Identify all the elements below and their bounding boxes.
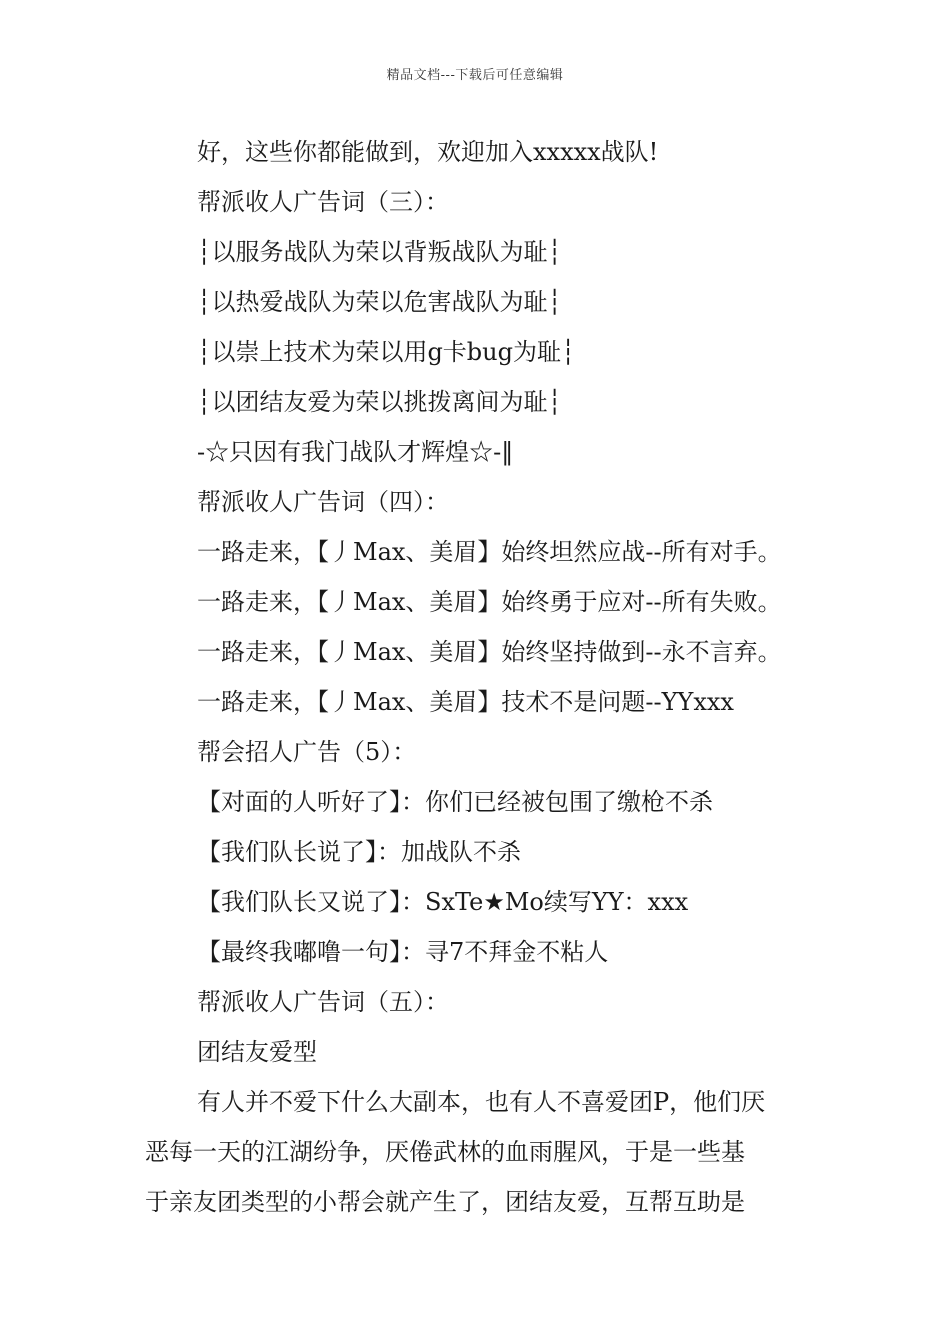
page-header: 精品文档---下载后可任意编辑	[386, 68, 564, 83]
subsection-heading: 团结友爱型	[197, 1038, 317, 1066]
section-heading: 帮派收人广告词（四）：	[197, 488, 449, 516]
text-line: 好，这些你都能做到，欢迎加入xxxxx战队!	[197, 138, 659, 166]
section-heading: 帮派收人广告词（五）：	[197, 988, 449, 1016]
text-line: ┆以服务战队为荣以背叛战队为耻┆	[197, 238, 562, 266]
text-line: 【对面的人听好了】：你们已经被包围了缴枪不杀	[197, 788, 713, 816]
paragraph-line: 恶每一天的江湖纷争，厌倦武林的血雨腥风，于是一些基	[145, 1138, 745, 1166]
paragraph-line: 于亲友团类型的小帮会就产生了，团结友爱，互帮互助是	[145, 1188, 745, 1216]
text-line: 【最终我嘟噜一句】：寻7不拜金不粘人	[197, 938, 609, 966]
paragraph-line: 有人并不爱下什么大副本，也有人不喜爱团P，他们厌	[197, 1088, 766, 1116]
text-line: ┆以崇上技术为荣以用g卡bug为耻┆	[197, 338, 576, 366]
text-line: 【我们队长又说了】：SxTe★Mo续写YY：xxx	[197, 888, 689, 916]
document-body	[145, 127, 825, 1227]
text-line: -☆只因有我门战队才辉煌☆-‖	[197, 438, 514, 466]
text-line: 一路走来，【丿Max、美眉】始终勇于应对--所有失败。	[197, 588, 782, 616]
text-line: 一路走来，【丿Max、美眉】技术不是问题--YYxxx	[197, 688, 734, 716]
text-line: ┆以团结友爱为荣以挑拨离间为耻┆	[197, 388, 562, 416]
section-heading: 帮派收人广告词（三）：	[197, 188, 449, 216]
section-heading: 帮会招人广告（5）：	[197, 738, 417, 766]
text-line: 一路走来，【丿Max、美眉】始终坦然应战--所有对手。	[197, 538, 782, 566]
text-line: 一路走来，【丿Max、美眉】始终坚持做到--永不言弃。	[197, 638, 782, 666]
text-line: ┆以热爱战队为荣以危害战队为耻┆	[197, 288, 562, 316]
text-line: 【我们队长说了】：加战队不杀	[197, 838, 521, 866]
